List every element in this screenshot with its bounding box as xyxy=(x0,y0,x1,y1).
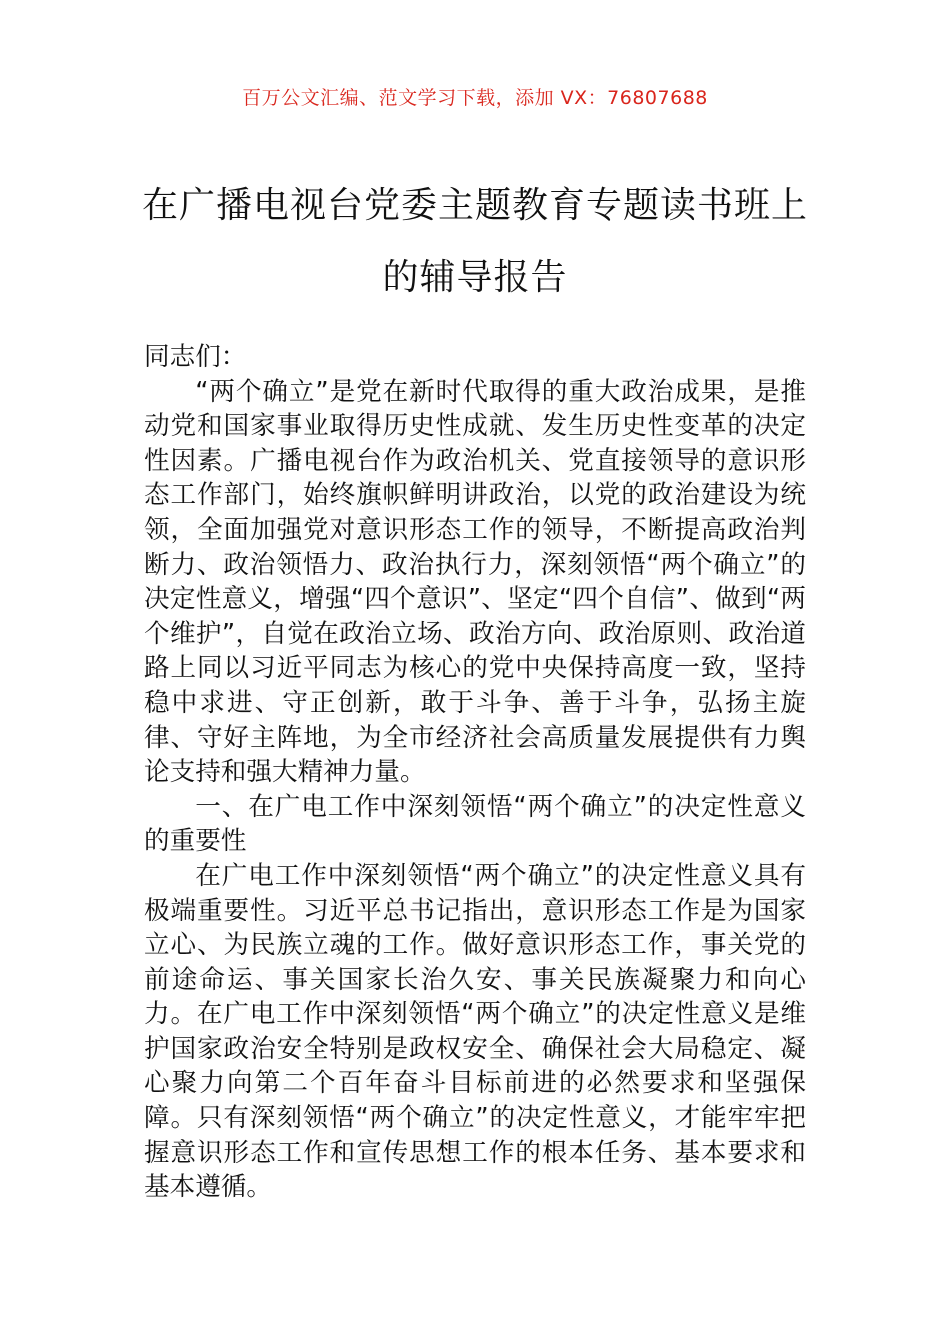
document-title xyxy=(120,170,830,314)
paragraph-section-1: 在广电工作中深刻领悟“两个确立”的决定性意义具有极端重要性。习近平总书记指出，意识形态工作是为国家立心、为民族立魂的工作。做好意识形态工作，事关党的前途命运、事关国家长治久安、事关民族凝聚力和向心力。在广电工作中深刻领悟“两个确立”的决定性意义是维护国家政治安全特别是政权安全、确保社会大局稳定、凝心聚力向第二个百年奋斗目标前进的必然要求和坚强保障。只有深刻领悟“两个确立”的决定性意义，才能牢牢把握意识形态工作和宣传思想工作的根本任务、基本要求和基本遵循。 xyxy=(144,860,806,1203)
salutation: 同志们： xyxy=(144,342,247,372)
header-watermark-note: 百万公文汇编、范文学习下载，添加 VX：76807688 xyxy=(242,87,708,109)
document-body xyxy=(144,340,806,1205)
section-heading-1: 一、在广电工作中深刻领悟“两个确立”的决定性意义的重要性 xyxy=(144,791,806,857)
title-line-2: 的辅导报告 xyxy=(382,257,568,298)
paragraph-intro: “两个确立”是党在新时代取得的重大政治成果，是推动党和国家事业取得历史性成就、发生历史性变革的决定性因素。广播电视台作为政治机关、党直接领导的意识形态工作部门，始终旗帜鲜明讲政治，以党的政治建设为统领，全面加强党对意识形态工作的领导，不断提高政治判断力、政治领悟力、政治执行力，深刻领悟“两个确立”的决定性意义，增强“四个意识”、坚定“四个自信”、做到“两个维护”，自觉在政治立场、政治方向、政治原则、政治道路上同以习近平同志为核心的党中央保持高度一致，坚持稳中求进、守正创新，敢于斗争、善于斗争，弘扬主旋律、守好主阵地，为全市经济社会高质量发展提供有力舆论支持和强大精神力量。 xyxy=(144,376,806,788)
title-line-1: 在广播电视台党委主题教育专题读书班上 xyxy=(141,185,808,226)
